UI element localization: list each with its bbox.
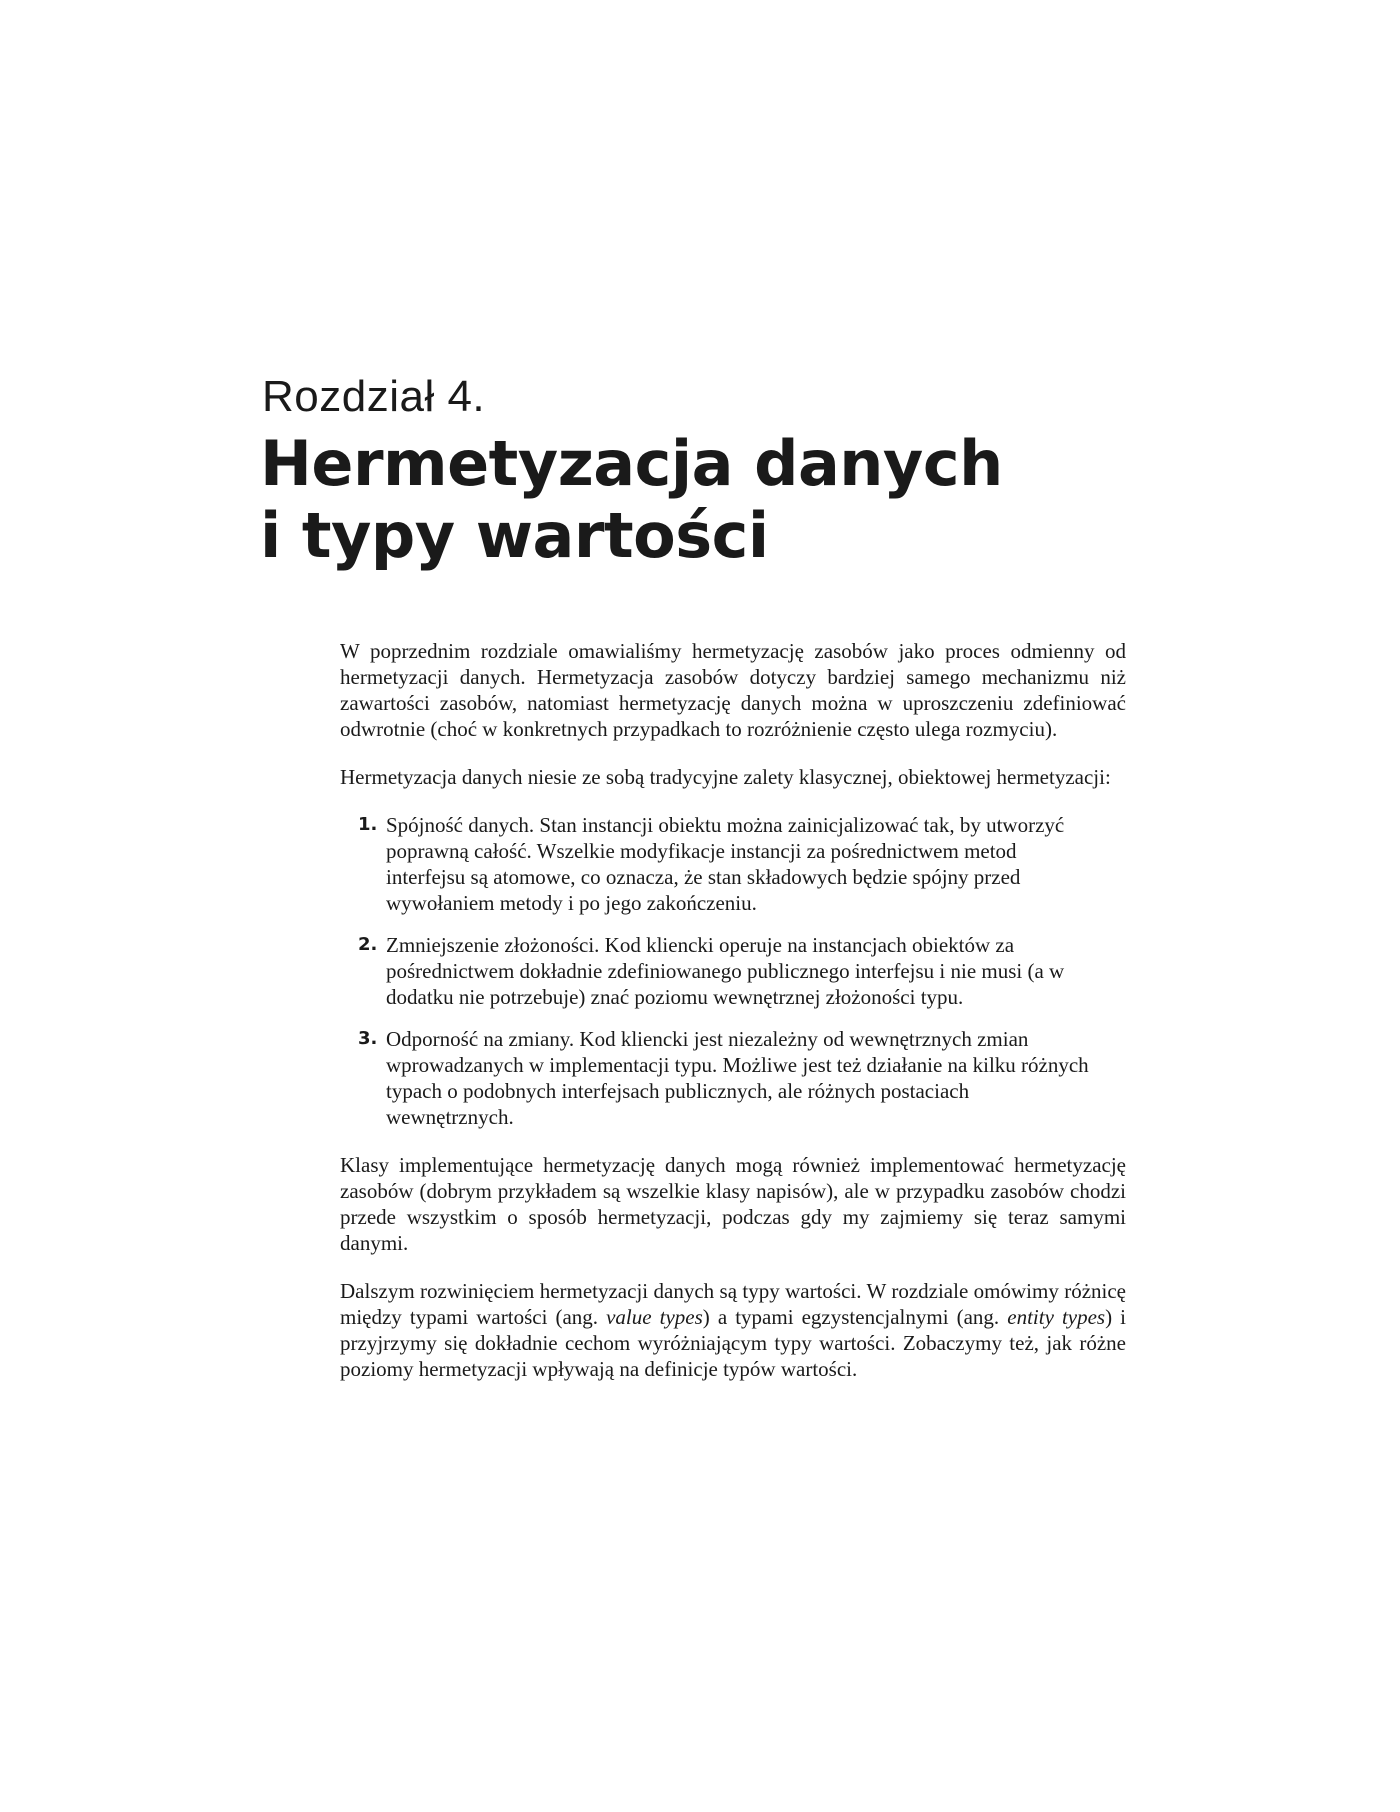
list-item-number: 3. (358, 1028, 378, 1049)
benefits-list (340, 812, 1126, 1130)
list-item (340, 812, 1126, 916)
paragraph-benefits-intro: Hermetyzacja danych niesie ze sobą tradycyjne zalety klasycznej, obiektowej hermetyzacji: (340, 765, 1111, 789)
chapter-label: Rozdział 4. (262, 372, 486, 421)
paragraph-value-types-part-2: ) a typami egzystencjalnymi (ang. (702, 1305, 1008, 1329)
paragraph-intro: W poprzednim rozdziale omawialiśmy hermetyzację zasobów jako proces odmienny od hermetyzacji danych. Hermetyzacja zasobów dotyczy bardziej samego mechanizmu niż zawartości zasobów, natomiast hermetyzację danych można w uproszczeniu zdefiniować odwrotnie (choć w konkretnych przypadkach to rozróżnienie często ulega rozmyciu). (340, 639, 1126, 741)
chapter-title-line-1: Hermetyzacja danych (260, 427, 1003, 500)
list-item-number: 2. (358, 934, 378, 955)
list-item-text: Spójność danych. Stan instancji obiektu można zainicjalizować tak, by utworzyć poprawną całość. Wszelkie modyfikacje instancji za pośrednictwem metod interfejsu są atomowe, co oznacza, że stan składowych będzie spójny przed wywołaniem metody i po jego zakończeniu. (386, 813, 1065, 915)
list-item-text: Odporność na zmiany. Kod kliencki jest niezależny od wewnętrznych zmian wprowadzanych w implementacji typu. Możliwe jest też działanie na kilku różnych typach o podobnych interfejsach publicznych, ale różnych postaciach wewnętrznych. (386, 1027, 1089, 1129)
paragraph-value-types-part-3: ) i przyjrzymy się dokładnie cechom wyróżniającym typy wartości. Zobaczymy też, jak różne poziomy hermetyzacji wpływają na definicje typów wartości. (340, 1305, 1126, 1381)
chapter-body (340, 638, 1126, 1404)
term-value-types: value types (606, 1305, 703, 1329)
chapter-title (260, 428, 1160, 572)
paragraph-value-types (340, 1278, 1126, 1382)
chapter-title-line-2: i typy wartości (260, 499, 769, 572)
term-entity-types: entity types (1007, 1305, 1106, 1329)
paragraph-value-types-part-1: Dalszym rozwinięciem hermetyzacji danych są typy wartości. W rozdziale omówimy różnicę między typami wartości (ang. (340, 1279, 1126, 1329)
list-item (340, 932, 1126, 1010)
list-item-text: Zmniejszenie złożoności. Kod kliencki operuje na instancjach obiektów za pośrednictwem dokładnie zdefiniowanego publicznego interfejsu i nie musi (a w dodatku nie potrzebuje) znać poziomu wewnętrznej złożoności typu. (386, 933, 1065, 1009)
paragraph-resource-encapsulation: Klasy implementujące hermetyzację danych mogą również implementować hermetyzację zasobów (dobrym przykładem są wszelkie klasy napisów), ale w przypadku zasobów chodzi przede wszystkim o sposób hermetyzacji, podczas gdy my zajmiemy się teraz samymi danymi. (340, 1153, 1126, 1255)
list-item-number: 1. (358, 814, 378, 835)
list-item (340, 1026, 1126, 1130)
